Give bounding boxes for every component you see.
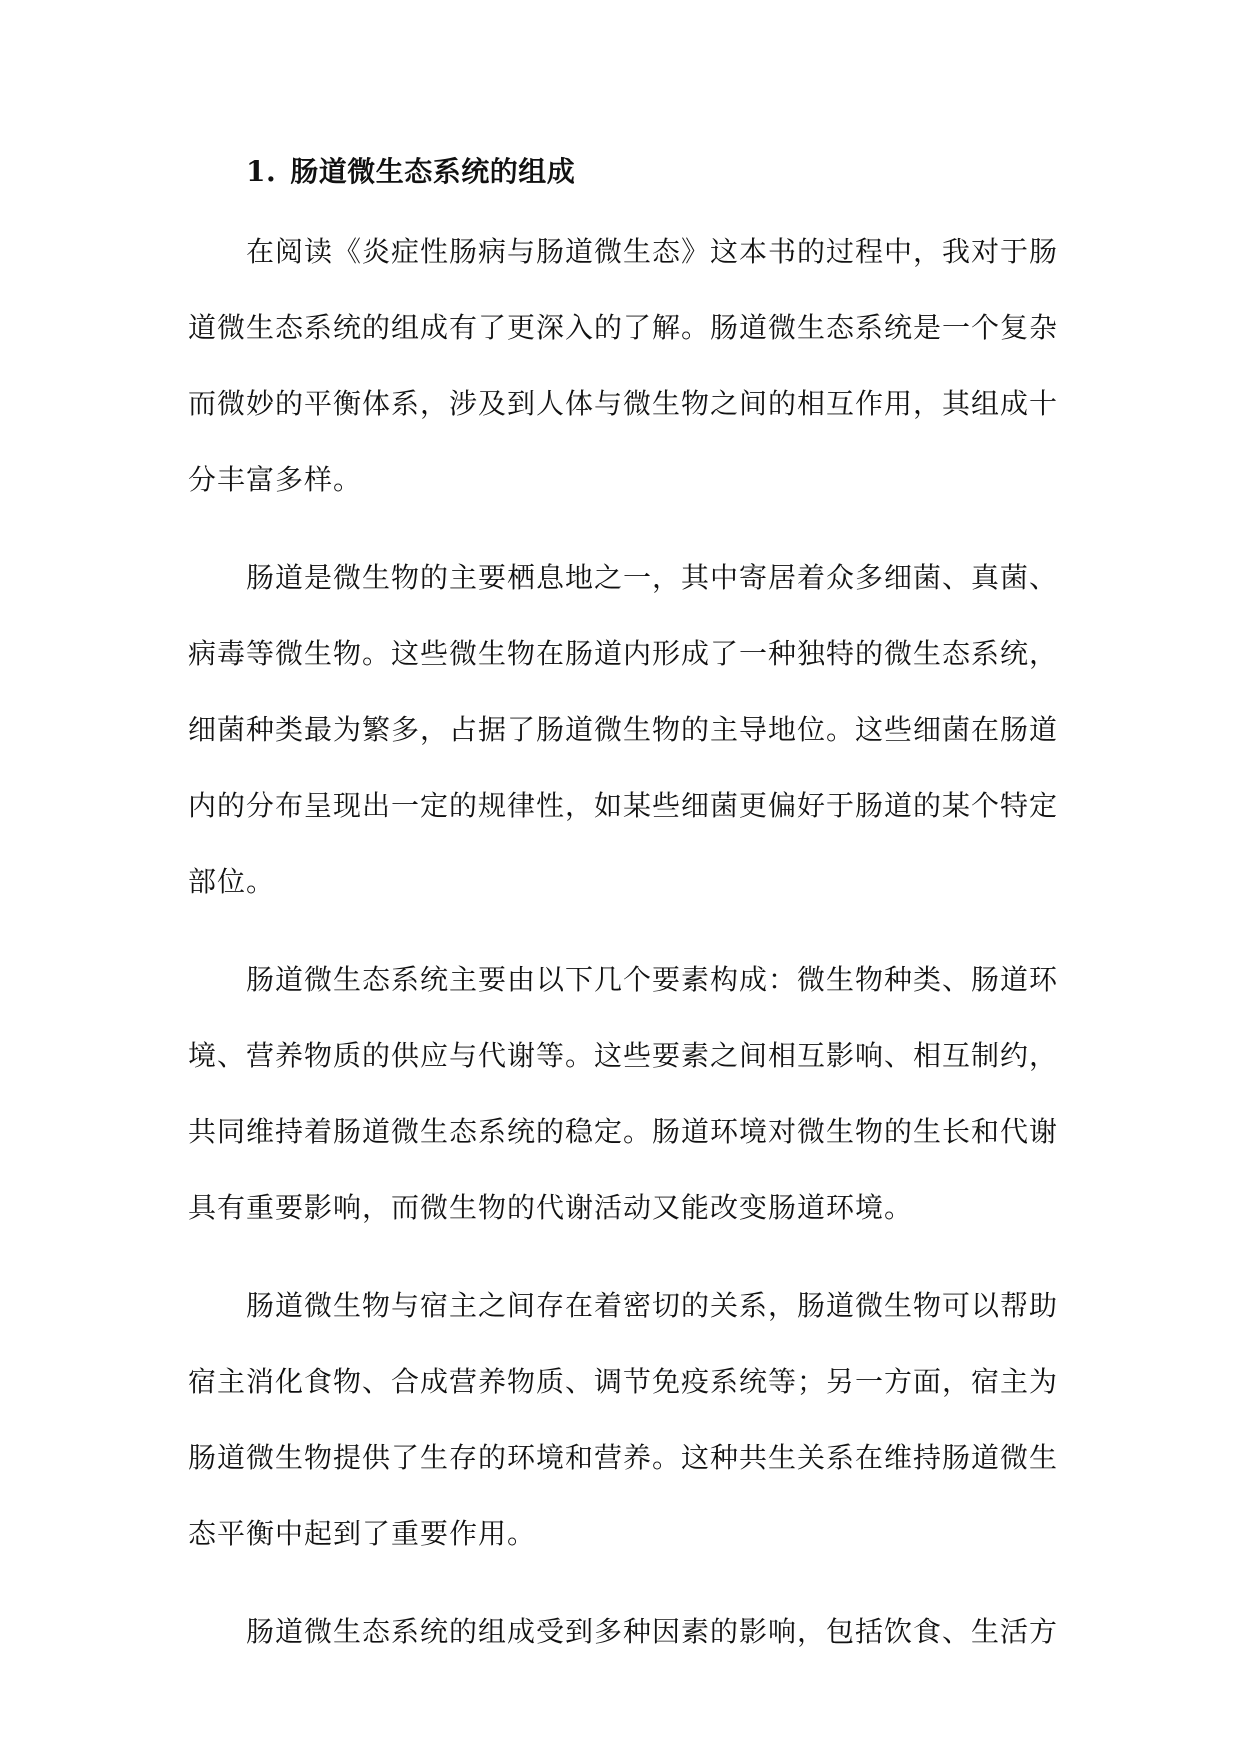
document-content: [188, 146, 1058, 1670]
section-title: 肠道微生态系统的组成: [290, 155, 576, 188]
section-number: 1.: [246, 155, 277, 188]
paragraph-4: 肠道微生物与宿主之间存在着密切的关系，肠道微生物可以帮助宿主消化食物、合成营养物质、调节免疫系统等；另一方面，宿主为肠道微生物提供了生存的环境和营养。这种共生关系在维持肠道微生态平衡中起到了重要作用。: [188, 1289, 1059, 1550]
paragraph-1: 在阅读《炎症性肠病与肠道微生态》这本书的过程中，我对于肠道微生态系统的组成有了更深入的了解。肠道微生态系统是一个复杂而微妙的平衡体系，涉及到人体与微生物之间的相互作用，其组成十分丰富多样。: [188, 235, 1059, 496]
paragraph-3: 肠道微生态系统主要由以下几个要素构成：微生物种类、肠道环境、营养物质的供应与代谢等。这些要素之间相互影响、相互制约，共同维持着肠道微生态系统的稳定。肠道环境对微生物的生长和代谢具有重要影响，而微生物的代谢活动又能改变肠道环境。: [188, 963, 1059, 1224]
section-heading: [188, 146, 1058, 198]
paragraph-2: 肠道是微生物的主要栖息地之一，其中寄居着众多细菌、真菌、病毒等微生物。这些微生物在肠道内形成了一种独特的微生态系统，细菌种类最为繁多，占据了肠道微生物的主导地位。这些细菌在肠道内的分布呈现出一定的规律性，如某些细菌更偏好于肠道的某个特定部位。: [188, 561, 1059, 898]
paragraph-5: 肠道微生态系统的组成受到多种因素的影响，包括饮食、生活方: [246, 1615, 1059, 1648]
